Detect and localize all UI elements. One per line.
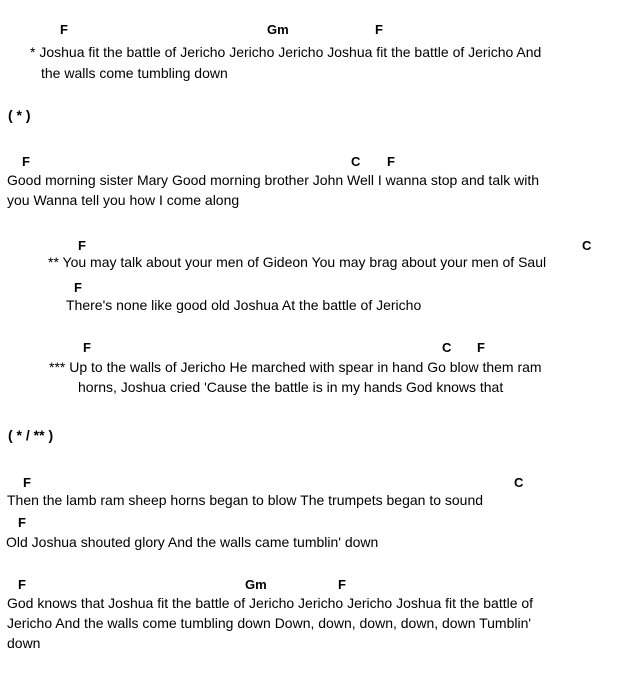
chord-label: C xyxy=(442,340,452,355)
chord-label: F xyxy=(78,238,86,253)
chord-label: F xyxy=(375,22,383,37)
lyric-line: Then the lamb ram sheep horns began to blow The trumpets began to sound xyxy=(7,492,484,508)
chord-label: F xyxy=(22,154,30,169)
chord-label: F xyxy=(387,154,395,169)
chord-label: F xyxy=(18,577,26,592)
chord-label: Gm xyxy=(245,577,267,592)
chord-label: C xyxy=(514,475,524,490)
lyric-line: Old Joshua shouted glory And the walls came tumblin' down xyxy=(6,534,379,550)
chord-label: F xyxy=(60,22,68,37)
lyric-line: you Wanna tell you how I come along xyxy=(7,192,240,208)
lyric-line: Jericho And the walls come tumbling down Down, down, down, down, down Tumblin' xyxy=(7,615,532,631)
chord-label: F xyxy=(83,340,91,355)
chord-label: Gm xyxy=(267,22,289,37)
chord-label: F xyxy=(18,515,26,530)
section-marker: ( * ) xyxy=(8,107,31,123)
chord-label: F xyxy=(477,340,485,355)
lyric-line: * Joshua fit the battle of Jericho Jericho Jericho Joshua fit the battle of Jericho And xyxy=(30,44,542,60)
lyric-line: the walls come tumbling down xyxy=(41,65,228,81)
chord-label: F xyxy=(338,577,346,592)
chord-label: F xyxy=(23,475,31,490)
lyric-line: Good morning sister Mary Good morning brother John Well I wanna stop and talk with xyxy=(7,172,539,188)
chord-label: C xyxy=(582,238,592,253)
lyric-line: *** Up to the walls of Jericho He marched with spear in hand Go blow them ram xyxy=(49,359,542,375)
lyric-line: down xyxy=(7,635,41,651)
lyric-line: God knows that Joshua fit the battle of Jericho Jericho Jericho Joshua fit the battle of xyxy=(7,595,534,611)
lyric-line: There's none like good old Joshua At the battle of Jericho xyxy=(66,297,422,313)
lyric-line: horns, Joshua cried 'Cause the battle is in my hands God knows that xyxy=(78,379,504,395)
chord-label: F xyxy=(74,280,82,295)
section-marker: ( * / ** ) xyxy=(8,427,54,443)
lyric-line: ** You may talk about your men of Gideon You may brag about your men of Saul xyxy=(48,254,547,270)
chord-label: C xyxy=(351,154,361,169)
